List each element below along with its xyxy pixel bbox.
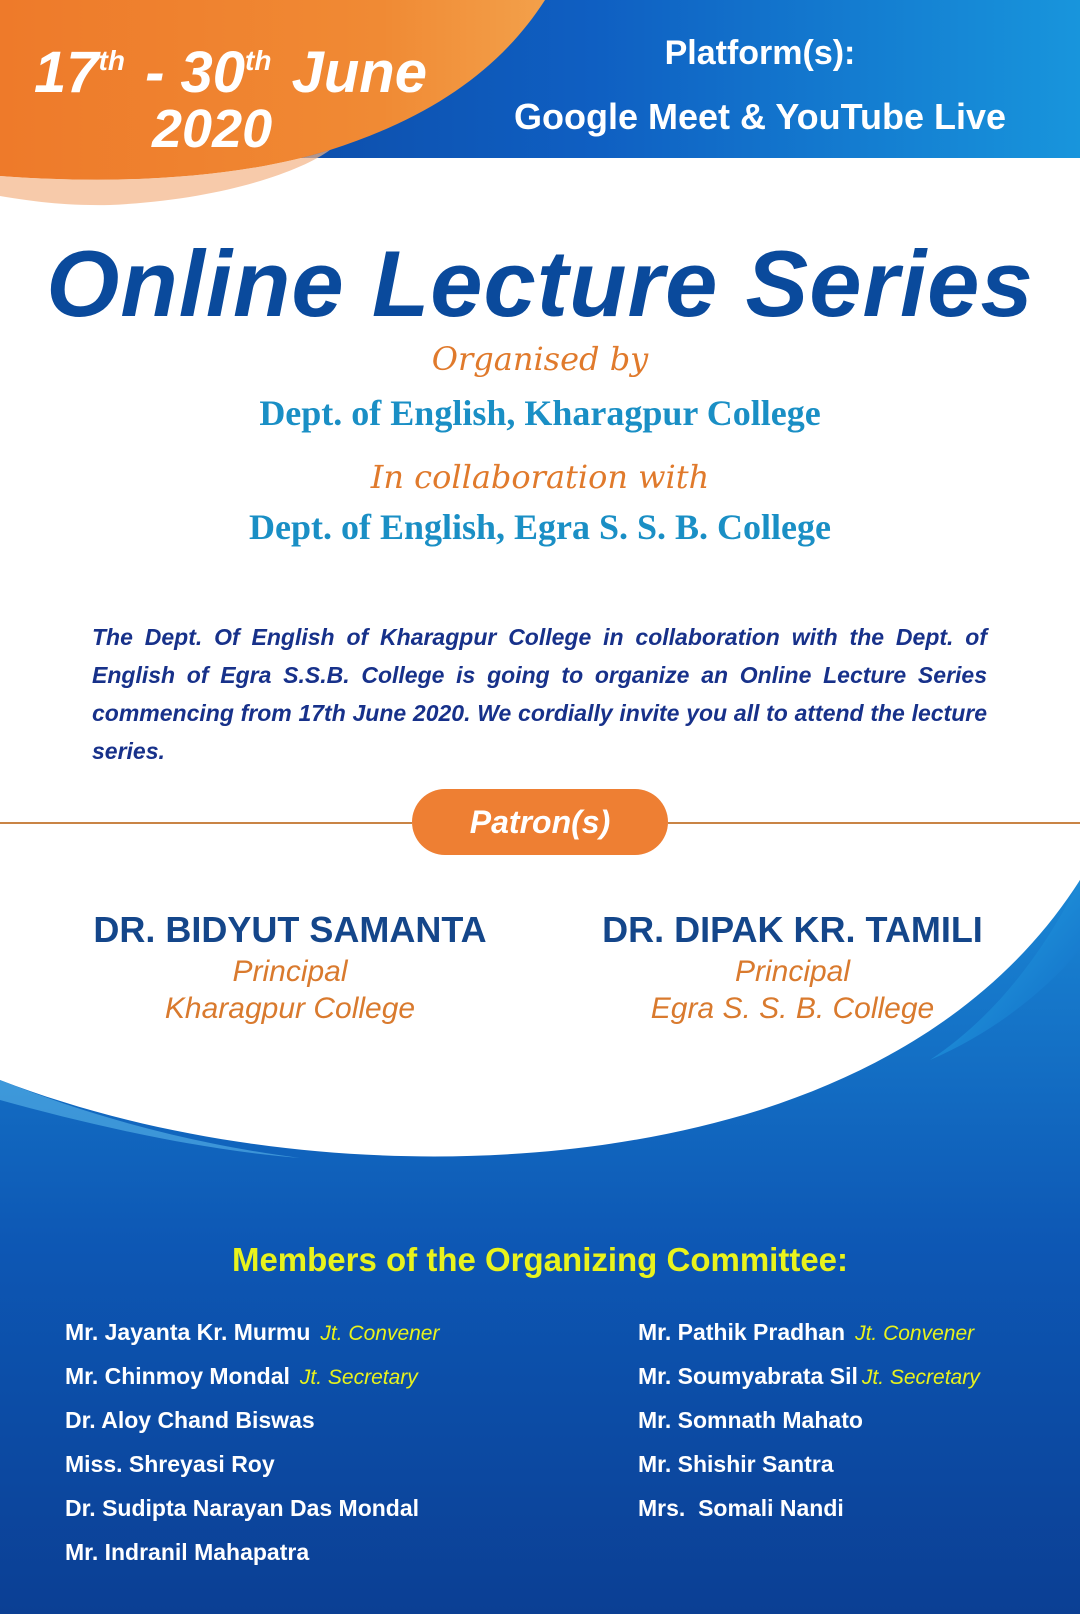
committee-member (65, 1493, 419, 1523)
end-day-suffix: th (245, 45, 272, 76)
committee-member (638, 1361, 980, 1393)
committee-member (638, 1493, 844, 1523)
member-name: Mrs. Somali Nandi (638, 1495, 844, 1521)
committee-member (65, 1361, 418, 1393)
member-name: Dr. Aloy Chand Biswas (65, 1407, 315, 1433)
committee-member (65, 1537, 309, 1567)
member-name: Mr. Soumyabrata Sil (638, 1363, 858, 1389)
committee-member (65, 1317, 439, 1349)
event-year: 2020 (152, 99, 273, 159)
platform-value: Google Meet & YouTube Live (513, 96, 1007, 137)
intro-paragraph: The Dept. Of English of Kharagpur College in collaboration with the Dept. of English of Egra S.S.B. College is going to organize an Online Lecture Series commencing from 17th June 2020. We cordially invite you all to attend the lecture series. (92, 624, 987, 764)
start-day: 17 (34, 40, 99, 105)
event-title: Online Lecture Series (46, 231, 1034, 336)
patron-name: DR. DIPAK KR. TAMILI (602, 909, 983, 950)
member-name: Mr. Chinmoy Mondal (65, 1363, 290, 1389)
organiser-dept: Dept. of English, Kharagpur College (259, 393, 821, 433)
patron-role: Principal (232, 955, 348, 988)
start-day-suffix: th (98, 45, 125, 76)
end-day: 30 (180, 40, 246, 105)
member-name: Mr. Indranil Mahapatra (65, 1539, 310, 1565)
patron-role: Principal (734, 955, 851, 988)
collaboration-label: In collaboration with (370, 458, 710, 496)
organised-by-label: Organised by (431, 340, 649, 378)
member-name: Mr. Pathik Pradhan (638, 1319, 846, 1345)
date-dash: - (145, 40, 165, 105)
patron-name: DR. BIDYUT SAMANTA (93, 909, 487, 950)
member-role: Jt. Secretary (861, 1366, 980, 1389)
divider-right (668, 822, 1080, 824)
patrons-heading-badge: Patron(s) (412, 789, 668, 855)
member-name: Mr. Jayanta Kr. Murmu (65, 1319, 311, 1345)
patron-org: Kharagpur College (164, 992, 416, 1025)
event-date-range (34, 28, 427, 106)
committee-member (65, 1405, 315, 1435)
member-role: Jt. Convener (320, 1322, 440, 1345)
member-role: Jt. Secretary (299, 1366, 418, 1389)
committee-member (638, 1405, 863, 1435)
member-name: Mr. Shishir Santra (638, 1451, 834, 1477)
platform-label: Platform(s): (664, 34, 856, 72)
event-month: June (291, 40, 427, 105)
member-name: Dr. Sudipta Narayan Das Mondal (65, 1495, 420, 1521)
divider-left (0, 822, 412, 824)
committee-member (638, 1317, 974, 1349)
patron-org: Egra S. S. B. College (650, 992, 935, 1025)
member-role: Jt. Convener (855, 1322, 975, 1345)
committee-member (638, 1449, 834, 1479)
committee-heading: Members of the Organizing Committee: (231, 1241, 849, 1278)
member-name: Mr. Somnath Mahato (638, 1407, 863, 1433)
member-name: Miss. Shreyasi Roy (65, 1451, 275, 1477)
committee-member (65, 1449, 275, 1479)
collaborator-dept: Dept. of English, Egra S. S. B. College (248, 507, 832, 547)
